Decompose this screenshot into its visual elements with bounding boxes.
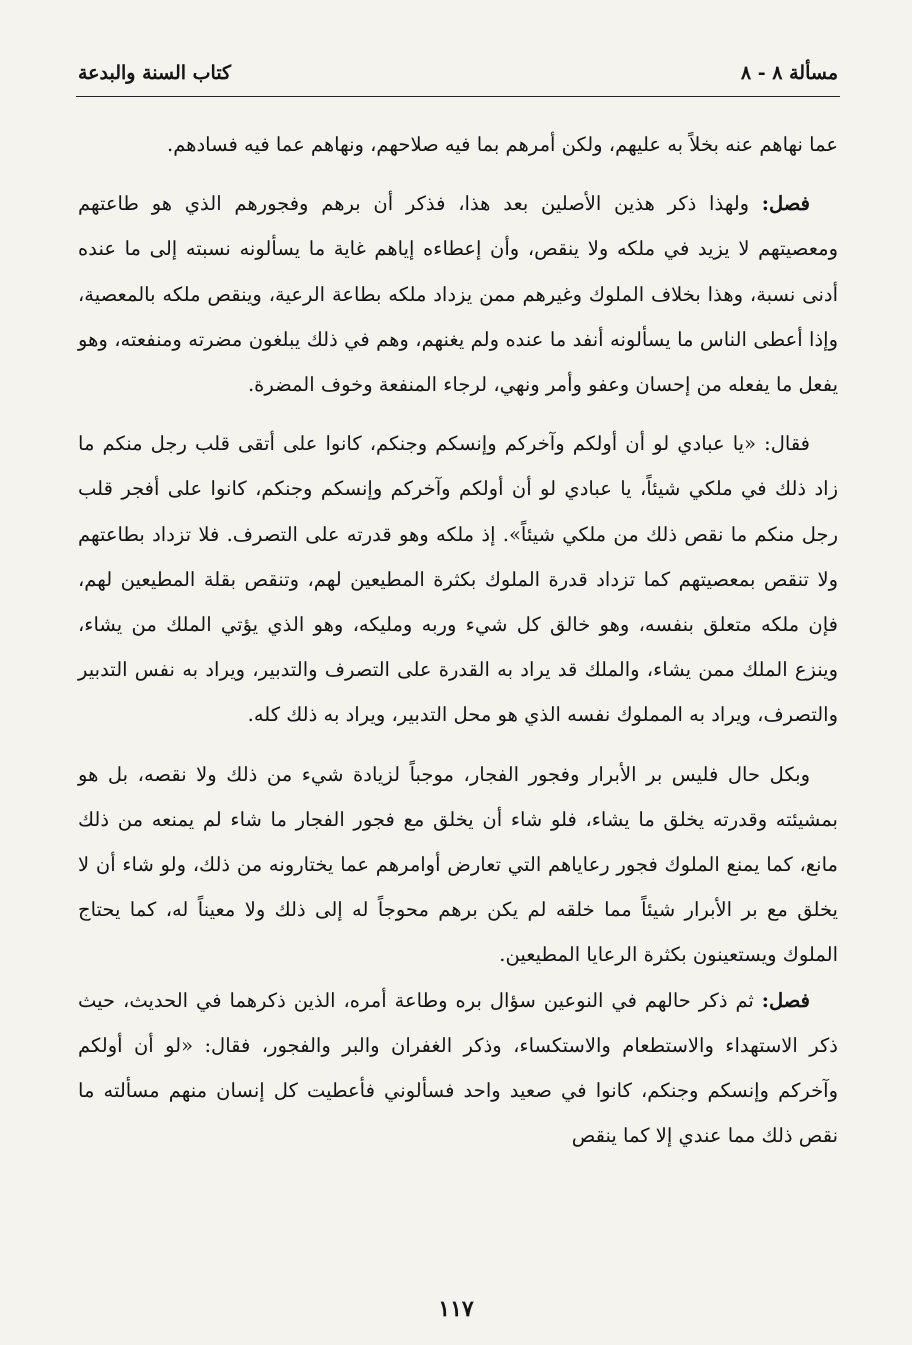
page-number: ١١٧ — [438, 1296, 474, 1322]
chapter-label: مسألة ٨ - ٨ — [740, 62, 838, 84]
paragraph-text: فقال: «يا عبادي لو أن أولكم وآخركم وإنسكم وجنكم، كانوا على أتقى قلب رجل منكم ما زاد ذلك في ملكي شيئاً، يا عبادي لو أن أولكم وآخركم وإنسكم وجنكم، كانوا على أفجر قلب رجل منكم ما نقص ذلك من ملكي شيئاً». إذ ملكه وهو قدرته على التصرف. فلا تزداد بطاعتهم ولا تنقص بمعصيتهم كما تزداد قدرة الملوك بكثرة المطيعين لهم، وتنقص بقلة المطيعين لهم، فإن ملكه متعلق بنفسه، وهو خالق كل شيء وربه ومليكه، وهو الذي يؤتي الملك من يشاء، وينزع الملك ممن يشاء، والملك قد يراد به القدرة على التصرف والتدبير، ويراد به نفس التدبير والتصرف، ويراد به المملوك نفسه الذي هو محل التدبير، ويراد به ذلك كله. — [78, 432, 838, 727]
paragraph-1 — [78, 122, 838, 167]
book-title: كتاب السنة والبدعة — [78, 62, 232, 84]
paragraph-lead: فصل: — [761, 988, 810, 1012]
paragraph-5 — [78, 978, 838, 1159]
paragraph-4 — [78, 752, 838, 978]
header-divider — [76, 96, 840, 97]
paragraph-3 — [78, 421, 838, 737]
paragraph-text: وبكل حال فليس بر الأبرار وفجور الفجار، موجباً لزيادة شيء من ذلك ولا نقصه، بل هو بمشيئته وقدرته يخلق ما يشاء، فلو شاء أن يخلق مع فجور الفجار ما شاء لم يمنعه من ذلك مانع، كما يمنع الملوك فجور رعاياهم التي تعارض أوامرهم عما يختارونه من ذلك، ولو شاء أن لا يخلق مع بر الأبرار شيئاً مما خلقه لم يكن برهم محوجاً له إلى ذلك ولا معيناً له، كما يحتاج الملوك ويستعينون بكثرة الرعايا المطيعين. — [78, 762, 838, 967]
paragraph-lead: فصل: — [761, 192, 810, 216]
running-header — [78, 56, 838, 94]
paragraph-text: ثم ذكر حالهم في النوعين سؤال بره وطاعة أمره، الذين ذكرهما في الحديث، حيث ذكر الاستهداء والاستطعام والاستكساء، وذكر الغفران والبر والفجور، فقال: «لو أن أولكم وآخركم وإنسكم وجنكم، كانوا في صعيد واحد فسألوني فأعطيت كل إنسان منهم مسألته ما نقص ذلك مما عندي إلا كما ينقص — [78, 988, 838, 1148]
paragraph-2 — [78, 181, 838, 407]
paragraph-text: ولهذا ذكر هذين الأصلين بعد هذا، فذكر أن برهم وفجورهم الذي هو طاعتهم ومعصيتهم لا يزيد في ملكه ولا ينقص، وأن إعطاءه إياهم غاية ما يسألونه نسبته إلى ما عنده أدنى نسبة، وهذا بخلاف الملوك وغيرهم ممن يزداد ملكه بطاعة الرعية، وينقص ملكه بالمعصية، وإذا أعطى الناس ما يسألونه أنفد ما عنده ولم يغنهم، وهم في ذلك يبلغون مضرته ومنفعته، وهو يفعل ما يفعله من إحسان وعفو وأمر ونهي، لرجاء المنفعة وخوف المضرة. — [78, 192, 838, 397]
paragraph-text: عما نهاهم عنه بخلاً به عليهم، ولكن أمرهم بما فيه صلاحهم، ونهاهم عما فيه فسادهم. — [167, 133, 838, 156]
main-text — [78, 122, 838, 1158]
